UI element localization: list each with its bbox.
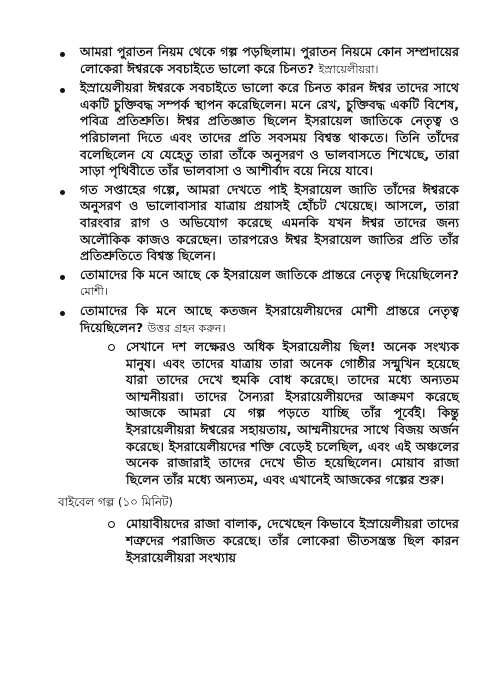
sub-list-item — [108, 516, 459, 566]
paragraph — [80, 44, 459, 78]
paragraph-text: গত সপ্তাহের গল্পে, আমরা দেখতে পাই ইসরায়েল জাতি তাঁদের ঈশ্বরকে অনুসরণ ও ভালোবাসার যাত্রায় প্রয়াসই হোঁচট খেয়েছে। আসলে, তারা বারংবার রাগ ও অভিযোগ করেছে এমনকি যখন ঈশ্বর তাদের জন্য অলৌকিক কাজও করেছেন। তারপরেও ঈশ্বর ইসরায়েল জাতির প্রতি তাঁর প্রতিশ্রুতিতে বিশ্বস্ত ছিলেন। — [80, 181, 459, 264]
bullet-dot-icon — [60, 88, 65, 93]
list-item — [50, 44, 459, 78]
list-item — [50, 303, 459, 337]
bullet-list — [50, 44, 459, 337]
answer-note: ইস্রায়েলীয়রা। — [318, 62, 379, 76]
paragraph-text: সেখানে দশ লক্ষেরও অধিক ইসরায়েলীয় ছিল! অনেক সংখ্যক মানুষ। এবং তাদের যাত্রায় তারা অনেক গোষ্ঠীর সন্মুখিন হয়েছে যারা তাদের দেখে হুমকি বোধ করেছে। তাদের মধ্যে অন্যতম আম্মনীয়রা। তাদের সৈন্যরা ইসরায়েলীয়দের আক্রমণ করেছে আজকে আমরা যে গল্প পড়তে যাচ্ছি তাঁর পূর্বেই। কিন্তু ইসরায়েলীয়রা ঈশ্বরের সহায়তায়, আম্মনীয়দের সাথে বিজয় অর্জন করেছে। ইসরায়েলীয়দের শক্তি বেড়েই চলেছিল, এবং এই অঞ্চলের অনেক রাজারাই তাদের দেখে ভীত হয়েছিলেন। মোয়াব রাজা ছিলেন তাঁর মধ্যে অন্যতম, এবং এখানেই আজকের গল্পের শুরু। — [126, 339, 459, 487]
paragraph — [80, 80, 459, 180]
paragraph — [80, 267, 459, 301]
paragraph-text: তোমাদের কি মনে আছে কে ইসরায়েল জাতিকে প্রান্তরে নেতৃত্ব দিয়েছিলেন? — [80, 266, 459, 282]
list-item — [50, 182, 459, 265]
sub-list-item — [108, 339, 459, 488]
bullet-dot-icon — [60, 275, 65, 280]
bullet-dot-icon — [60, 190, 65, 195]
bullet-dot-icon — [60, 311, 65, 316]
paragraph-text: মোয়াবীয়দের রাজা বালাক, দেখেছেন কিভাবে ইস্রায়েলীয়রা তাদের শত্রুদের পরাজিত করেছে। তাঁর লোকেরা ভীতসন্ত্রস্ত ছিল কারন ইসরায়েলীয়রা সংখ্যায় — [126, 516, 459, 565]
answer-note: মোশী। — [80, 285, 108, 299]
hollow-bullet-icon — [108, 521, 115, 528]
paragraph — [80, 182, 459, 265]
list-item — [50, 80, 459, 180]
section-heading: বাইবেল গল্প (১০ মিনিট) — [58, 495, 173, 510]
paragraph — [80, 303, 459, 337]
hollow-bullet-icon — [108, 344, 115, 351]
paragraph-text: ইস্রায়েলীয়রা ঈশ্বরকে সবচাইতে ভালো করে চিনত কারন ঈশ্বর তাদের সাথে একটি চুক্তিবদ্ধ সম্পর্ক স্থাপন করেছিলেন। মনে রেখ, চুক্তিবদ্ধ একটি বিশেষ, পবিত্র প্রতিশ্রুতি। ঈশ্বর প্রতিজ্ঞাত ছিলেন ইসরায়েল জাতিকে নেতৃত্ব ও পরিচালনা দিতে এবং তাদের প্রতি সবসময় বিশ্বস্ত থাকতে। তিনি তাঁদের বলেছিলেন যে যেহেতু তারা তাঁকে অনুসরণ ও ভালবাসতে শিখেছে, তারা সাড়া পৃথিবীতে তাঁর ভালবাসা ও আশীর্বাদ বয়ে নিয়ে যাবে। — [80, 80, 459, 179]
list-item — [50, 267, 459, 301]
paragraph-text: তোমাদের কি মনে আছে কতজন ইসরায়েলীয়দের মোশী প্রান্তরে নেতৃত্ব দিয়েছিলেন? — [80, 302, 459, 335]
answer-note: উত্তর গ্রহন করুন। — [147, 321, 226, 335]
bullet-dot-icon — [60, 52, 65, 57]
sub-bullet-list — [50, 339, 459, 488]
paragraph-text: আমরা পুরাতন নিয়ম থেকে গল্প পড়ছিলাম। পুরাতন নিয়মে কোন সম্প্রদায়ের লোকেরা ঈশ্বরকে সবচাইতে ভালো করে চিনত? — [80, 44, 459, 76]
sub-bullet-list — [50, 516, 459, 566]
